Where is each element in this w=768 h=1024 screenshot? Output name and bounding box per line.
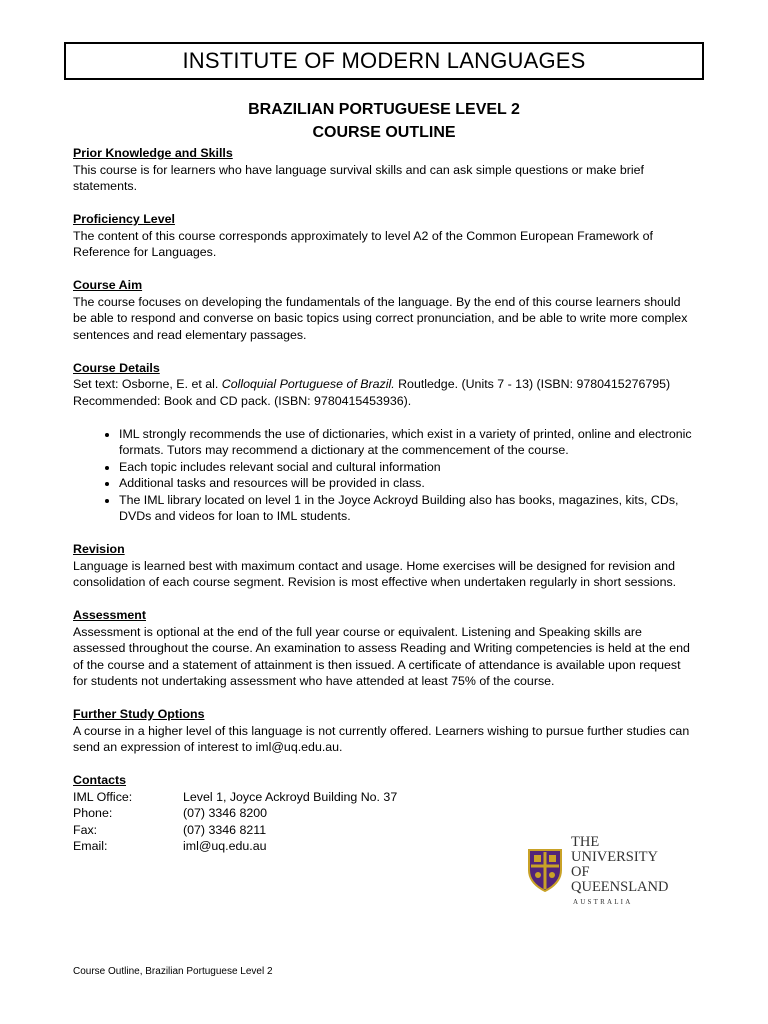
section-heading: Proficiency Level <box>73 212 175 226</box>
list-item: • IML strongly recommends the use of dictionaries, which exist in a variety of printed, online and electronic formats. Tutors may recommend a dictionary at the commencement of the course. <box>119 426 695 459</box>
section-heading: Assessment <box>73 608 147 622</box>
set-text-suffix: Routledge. (Units 7 - 13) (ISBN: 9780415276795) <box>394 377 671 391</box>
section-further-study <box>73 706 695 756</box>
recommended-text: Recommended: Book and CD pack. (ISBN: 9780415453936). <box>73 393 412 408</box>
section-body: The course focuses on developing the fundamentals of the language. By the end of this course learners should be able to respond and converse on basic topics using correct pronunciation, and be able to write more complex sentences and read elementary passages. <box>73 294 688 342</box>
uq-logo-text <box>571 835 687 906</box>
section-body: This course is for learners who have language survival skills and can ask simple questions or make brief statements. <box>73 162 644 193</box>
contact-label: Phone: <box>73 806 113 820</box>
section-assessment <box>73 607 695 690</box>
section-heading: Further Study Options <box>73 707 205 721</box>
list-item: • Each topic includes relevant social and cultural information <box>119 459 695 476</box>
section-revision <box>73 541 695 591</box>
section-heading: Contacts <box>73 773 127 787</box>
section-course-details <box>73 360 695 525</box>
uq-logo <box>527 833 687 906</box>
details-bullet-list <box>73 426 695 525</box>
course-title: BRAZILIAN PORTUGUESE LEVEL 2 <box>248 101 520 118</box>
section-heading: Revision <box>73 542 125 556</box>
section-heading: Course Aim <box>73 278 143 292</box>
contact-label: Fax: <box>73 822 98 837</box>
course-subtitle: COURSE OUTLINE <box>312 124 456 141</box>
logo-text-line: THE UNIVERSITY <box>571 833 658 865</box>
list-item: • The IML library located on level 1 in the Joyce Ackroyd Building also has books, magazines, kits, CDs, DVDs and videos for loan to IML students. <box>119 492 695 525</box>
section-body: Language is learned best with maximum contact and usage. Home exercises will be designed for revision and consolidation of each course segment. Revision is most effective when undertaken regularly in short sessions. <box>73 558 677 589</box>
section-course-aim <box>73 277 695 343</box>
section-body: A course in a higher level of this language is not currently offered. Learners wishing to pursue further studies can send an expression of interest to iml@uq.edu.au. <box>73 723 690 754</box>
contact-row <box>73 805 695 822</box>
contact-label: IML Office: <box>73 789 133 804</box>
contact-value: (07) 3346 8211 <box>183 822 267 837</box>
section-heading: Prior Knowledge and Skills <box>73 146 233 160</box>
set-text-book-title: Colloquial Portuguese of Brazil. <box>221 377 395 391</box>
section-heading: Course Details <box>73 360 160 375</box>
institute-title: INSTITUTE OF MODERN LANGUAGES <box>182 48 586 73</box>
uq-crest-icon <box>527 848 563 892</box>
section-body: Assessment is optional at the end of the full year course or equivalent. Listening and Speaking skills are assessed throughout the course. An examination to assess Reading and Writing competencies is held at the end of the course and a statement of attainment is then issued. A certificate of attendance is available upon request for students not undertaking assessment who have attended at least 75% of the course. <box>73 624 690 688</box>
contact-value: (07) 3346 8200 <box>183 806 268 820</box>
section-proficiency-level <box>73 211 695 261</box>
set-text-prefix: Set text: Osborne, E. et al. <box>73 377 222 391</box>
logo-text-line: OF QUEENSLAND <box>571 863 669 895</box>
list-item: • Additional tasks and resources will be provided in class. <box>119 475 695 492</box>
contact-label: Email: <box>73 839 108 853</box>
section-body: The content of this course corresponds approximately to level A2 of the Common European Framework of Reference for Languages. <box>73 228 653 259</box>
contact-value: iml@uq.edu.au <box>183 839 267 853</box>
logo-text-line: AUSTRALIA <box>573 897 633 906</box>
course-outline-content <box>73 145 695 855</box>
set-text <box>73 376 695 393</box>
institute-header <box>64 42 704 80</box>
contact-value: Level 1, Joyce Ackroyd Building No. 37 <box>183 789 398 804</box>
section-prior-knowledge <box>73 145 695 195</box>
contact-row <box>73 789 695 806</box>
page-footer: Course Outline, Brazilian Portuguese Level 2 <box>73 966 273 977</box>
